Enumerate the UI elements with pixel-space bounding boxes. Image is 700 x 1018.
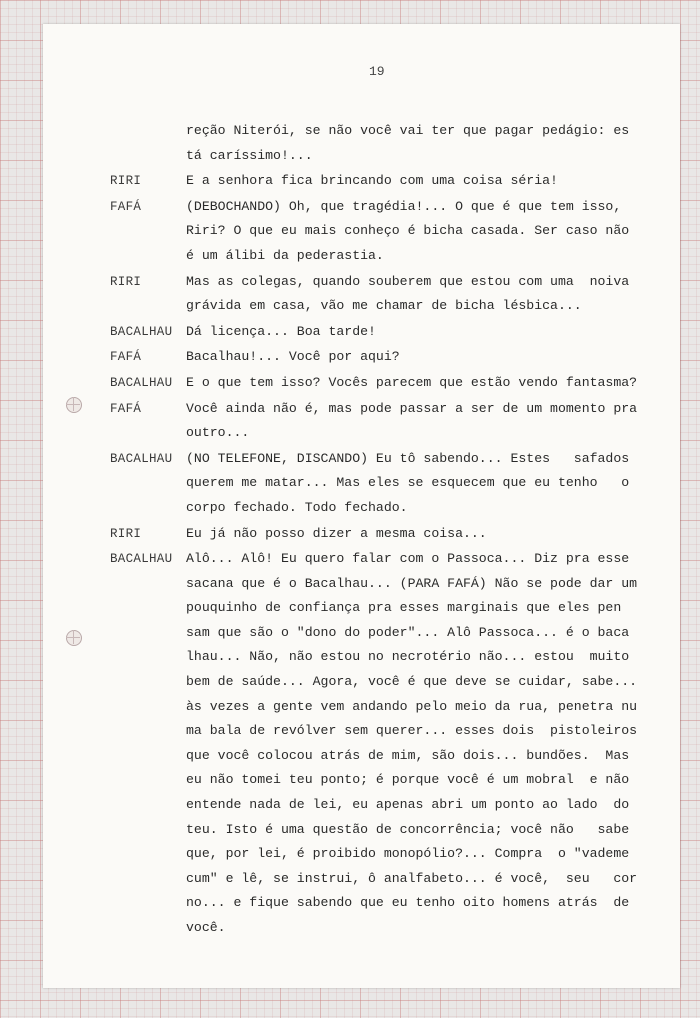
dialogue-line: bem de saúde... Agora, você é que deve se cuidar, sabe...: [186, 674, 638, 690]
dialogue-text: [186, 447, 656, 521]
dialogue-text: [186, 345, 656, 370]
speaker-name: BACALHAU: [110, 552, 173, 567]
dialogue-line: (NO TELEFONE, DISCANDO) Eu tô sabendo... Estes safados: [186, 450, 630, 466]
dialogue-line: entende nada de lei, eu apenas abri um ponto ao lado do: [186, 797, 630, 813]
dialogue-line: Riri? O que eu mais conheço é bicha casada. Ser caso não: [186, 223, 630, 239]
dialogue-text: [186, 195, 656, 269]
dialogue-line: Mas as colegas, quando souberem que estou com uma noiva: [186, 273, 630, 289]
dialogue-line: grávida em casa, vão me chamar de bicha lésbica...: [186, 298, 582, 314]
speaker-name: FAFÁ: [110, 199, 142, 214]
dialogue-line: Eu já não posso dizer a mesma coisa...: [186, 525, 487, 541]
speaker-name: RIRI: [110, 274, 142, 289]
dialogue-line: que você colocou atrás de mim, são dois... bundões. Mas: [186, 747, 630, 763]
dialogue-line: teu. Isto é uma questão de concorrência; você não sabe: [186, 821, 630, 837]
dialogue-line: pouquinho de confiança pra esses marginais que eles pen: [186, 600, 622, 616]
speaker-name: RIRI: [110, 526, 142, 541]
dialogue-entry: [43, 169, 680, 194]
dialogue-line: é um álibi da pederastia.: [186, 247, 384, 263]
dialogue-entry: [43, 345, 680, 370]
dialogue-line: Alô... Alô! Eu quero falar com o Passoca... Diz pra esse: [186, 551, 630, 567]
dialogue-line: tá caríssimo!...: [186, 147, 313, 163]
speaker-name: BACALHAU: [110, 324, 173, 339]
dialogue-text: [186, 320, 656, 345]
dialogue-entry: [43, 371, 680, 396]
dialogue-line: corpo fechado. Todo fechado.: [186, 499, 408, 515]
dialogue-line: no... e fique sabendo que eu tenho oito homens atrás de: [186, 895, 630, 911]
dialogue-line: reção Niterói, se não você vai ter que pagar pedágio: es: [186, 123, 630, 138]
dialogue-entry: [43, 447, 680, 521]
dialogue-line: outro...: [186, 425, 250, 441]
dialogue-entry: [43, 270, 680, 319]
dialogue-line: E o que tem isso? Vocês parecem que estão vendo fantasma?: [186, 374, 638, 390]
dialogue-entry: [43, 320, 680, 345]
script-body: [43, 119, 680, 941]
dialogue-text: [186, 522, 656, 547]
dialogue-line: sam que são o "dono do poder"... Alô Passoca... é o baca: [186, 624, 630, 640]
dialogue-line: cum" e lê, se instrui, ô analfabeto... é você, seu cor: [186, 870, 638, 886]
dialogue-line: Dá licença... Boa tarde!: [186, 323, 376, 339]
dialogue-line: eu não tomei teu ponto; é porque você é um mobral e não: [186, 772, 630, 788]
dialogue-text: [186, 397, 656, 446]
punch-hole-mark: [66, 397, 82, 413]
dialogue-entry: [43, 119, 680, 168]
dialogue-text: [186, 270, 656, 319]
speaker-name: RIRI: [110, 174, 142, 189]
dialogue-line: lhau... Não, não estou no necrotério não... estou muito: [186, 649, 630, 665]
punch-hole-mark: [66, 630, 82, 646]
dialogue-line: (DEBOCHANDO) Oh, que tragédia!... O que é que tem isso,: [186, 198, 622, 214]
dialogue-text: [186, 169, 656, 194]
dialogue-entry: [43, 547, 680, 941]
page-number: 19: [369, 64, 385, 79]
dialogue-entry: [43, 522, 680, 547]
speaker-name: FAFÁ: [110, 401, 142, 416]
dialogue-line: ma bala de revólver sem querer... esses dois pistoleiros: [186, 723, 638, 739]
dialogue-line: que, por lei, é proibido monopólio?... Compra o "vademe: [186, 846, 630, 862]
dialogue-entry: [43, 397, 680, 446]
dialogue-text: [186, 119, 656, 168]
dialogue-line: sacana que é o Bacalhau... (PARA FAFÁ) Não se pode dar um: [186, 575, 638, 591]
dialogue-line: querem me matar... Mas eles se esquecem que eu tenho o: [186, 475, 630, 491]
speaker-name: BACALHAU: [110, 451, 173, 466]
dialogue-entry: [43, 195, 680, 269]
dialogue-line: você.: [186, 920, 226, 935]
dialogue-text: [186, 371, 656, 396]
dialogue-line: às vezes a gente vem andando pelo meio da rua, penetra nu: [186, 698, 638, 714]
dialogue-line: E a senhora fica brincando com uma coisa séria!: [186, 173, 558, 189]
script-page: [43, 24, 680, 988]
speaker-name: FAFÁ: [110, 350, 142, 365]
dialogue-line: Bacalhau!... Você por aqui?: [186, 349, 400, 365]
dialogue-line: Você ainda não é, mas pode passar a ser de um momento pra: [186, 400, 638, 416]
dialogue-text: [186, 547, 656, 941]
speaker-name: BACALHAU: [110, 375, 173, 390]
